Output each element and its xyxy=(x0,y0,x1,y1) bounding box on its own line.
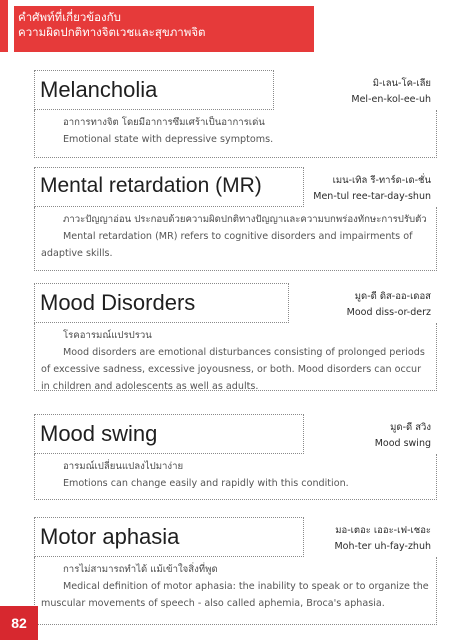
pronunciation xyxy=(304,517,437,557)
definition-english: Emotional state with depressive symptoms. xyxy=(63,134,274,145)
term-box xyxy=(34,167,304,207)
definition-english: Emotions can change easily and rapidly with this condition. xyxy=(63,478,349,489)
term: Melancholia xyxy=(40,77,158,102)
definition-thai: การไม่สามารถทำได้ แม้เข้าใจสิ่งที่พูด xyxy=(63,564,218,575)
pronunciation xyxy=(304,414,437,454)
page-number: 82 xyxy=(0,606,38,640)
pronunciation-english: Moh-ter uh-fay-zhuh xyxy=(334,541,431,552)
pronunciation-english: Mood swing xyxy=(374,438,431,449)
term-box xyxy=(34,517,304,557)
definition-english: Mental retardation (MR) refers to cognitive disorders and impairments of adaptive skills. xyxy=(41,231,413,259)
definition-thai: ภาวะปัญญาอ่อน ประกอบด้วยความผิดปกติทางปัญญาและความบกพร่องทักษะการปรับตัว xyxy=(63,214,427,225)
definition-english: Mood disorders are emotional disturbances consisting of prolonged periods of excessive sadness, excessive joyousness, or both. Mood disorders can occur in children and adolescents as well as adults. xyxy=(41,347,425,392)
term-box xyxy=(34,414,304,454)
term-box xyxy=(34,70,274,110)
definition xyxy=(34,323,437,391)
page-header xyxy=(0,0,452,52)
term: Motor aphasia xyxy=(40,524,180,549)
header-title-line2: ความผิดปกติทางจิตเวชและสุขภาพจิต xyxy=(18,25,206,39)
pronunciation xyxy=(289,283,437,323)
definition xyxy=(34,454,437,500)
definition-thai: อารมณ์เปลี่ยนแปลงไปมาง่าย xyxy=(63,461,184,472)
pronunciation-thai: เมน-เทิล รี-ทาร์ด-เด-ชั่น xyxy=(332,175,431,186)
definition xyxy=(34,207,437,271)
definition-thai: โรคอารมณ์แปรปรวน xyxy=(63,330,152,341)
definition-english: Medical definition of motor aphasia: the inability to speak or to organize the muscular movements of speech - also called aphemia, Broca's aphasia. xyxy=(41,581,429,609)
term: Mood swing xyxy=(40,421,158,446)
pronunciation xyxy=(304,167,437,207)
pronunciation xyxy=(274,70,437,110)
pronunciation-thai: มูด-ดี สวิง xyxy=(390,422,431,433)
pronunciation-english: Men-tul ree-tar-day-shun xyxy=(313,191,431,202)
term: Mental retardation (MR) xyxy=(40,174,262,197)
header-title xyxy=(14,6,314,52)
term: Mood Disorders xyxy=(40,290,196,315)
pronunciation-thai: มิ-เลน-โค-เลีย xyxy=(372,78,431,89)
header-title-line1: คำศัพท์ที่เกี่ยวข้องกับ xyxy=(18,10,121,24)
definition-thai: อาการทางจิต โดยมีอาการซึมเศร้าเป็นอาการเด่น xyxy=(63,117,265,128)
definition xyxy=(34,110,437,158)
definition xyxy=(34,557,437,625)
header-accent-bar xyxy=(0,0,8,52)
pronunciation-english: Mel-en-kol-ee-uh xyxy=(351,94,431,105)
pronunciation-thai: มอ-เตอะ เออะ-เฟ-เชอะ xyxy=(335,525,431,536)
pronunciation-english: Mood diss-or-derz xyxy=(346,307,431,318)
term-box xyxy=(34,283,289,323)
pronunciation-thai: มูด-ดี ดิส-ออ-เดอส xyxy=(354,291,431,302)
